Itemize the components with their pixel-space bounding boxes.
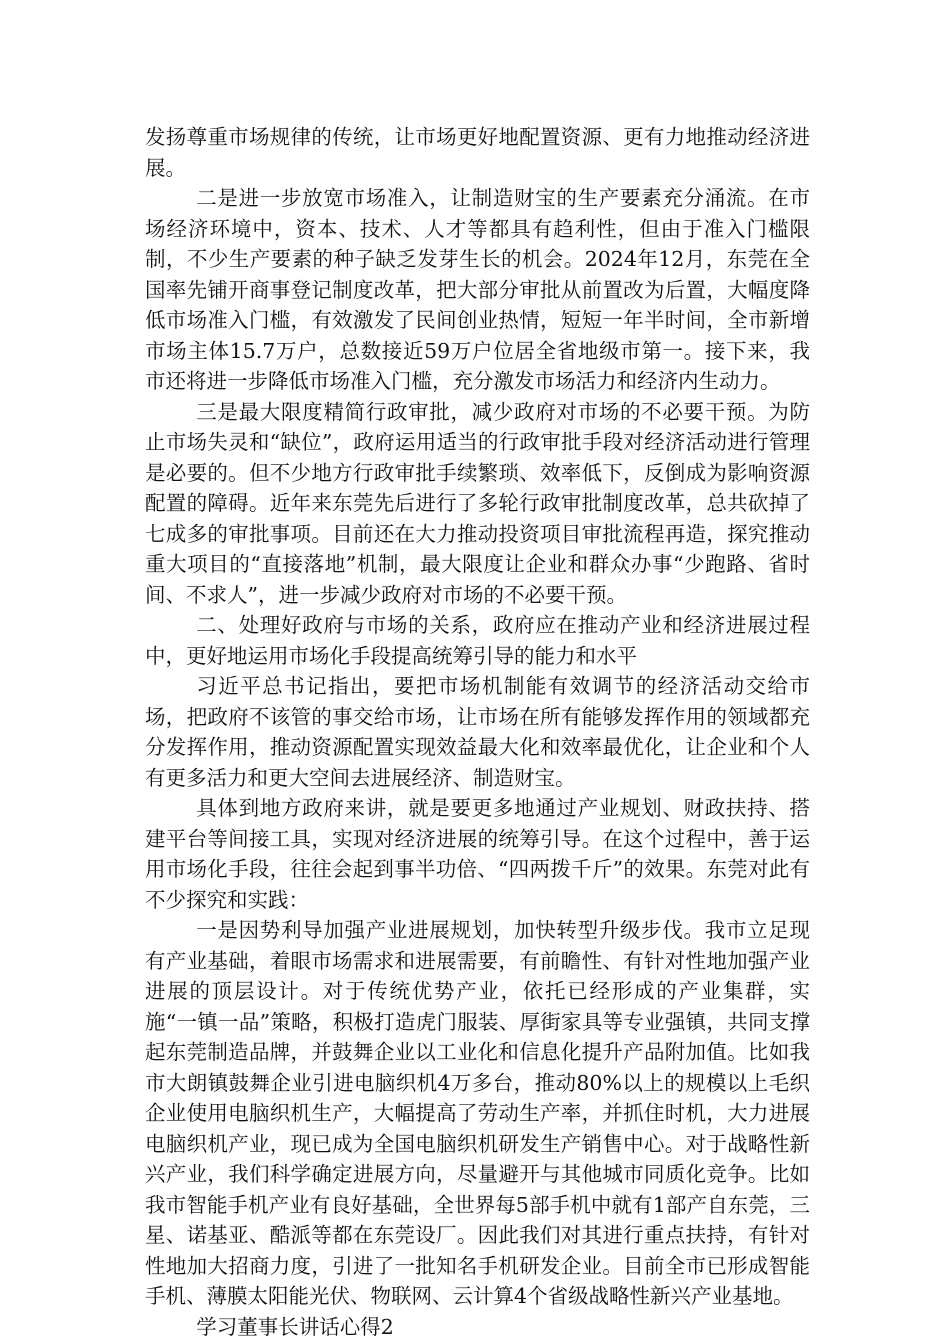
document-body <box>145 122 810 1342</box>
paragraph-5: 具体到地方政府来讲，就是要更多地通过产业规划、财政扶持、搭建平台等间接工具，实现对经济进展的统筹引导。在这个过程中，善于运用市场化手段，往往会起到事半功倍、“四两拨千斤”的效果。东莞对此有不少探究和实践： <box>145 796 810 912</box>
paragraph-3: 三是最大限度精简行政审批，减少政府对市场的不必要干预。为防止市场失灵和“缺位”，政府运用适当的行政审批手段对经济活动进行管理是必要的。但不少地方行政审批手续繁琐、效率低下，反倒成为影响资源配置的障碍。近年来东莞先后进行了多轮行政审批制度改革，总共砍掉了七成多的审批事项。目前还在大力推动投资项目审批流程再造，探究推动重大项目的“直接落地”机制，最大限度让企业和群众办事“少跑路、省时间、不求人”，进一步减少政府对市场的不必要干预。 <box>145 399 810 607</box>
paragraph-2: 二是进一步放宽市场准入，让制造财宝的生产要素充分涌流。在市场经济环境中，资本、技术、人才等都具有趋利性，但由于准入门槛限制，不少生产要素的种子缺乏发芽生长的机会。2024年12月，东莞在全国率先铺开商事登记制度改革，把大部分审批从前置改为后置，大幅度降低市场准入门槛，有效激发了民间创业热情，短短一年半时间，全市新增市场主体15.7万户，总数接近59万户位居全省地级市第一。接下来，我市还将进一步降低市场准入门槛，充分激发市场活力和经济内生动力。 <box>145 186 810 393</box>
paragraph-6: 一是因势利导加强产业进展规划，加快转型升级步伐。我市立足现有产业基础，着眼市场需求和进展需要，有前瞻性、有针对性地加强产业进展的顶层设计。对于传统优势产业，依托已经形成的产业集群，实施“一镇一品”策略，积极打造虎门服装、厚街家具等专业强镇，共同支撑起东莞制造品牌，并鼓舞企业以工业化和信息化提升产品附加值。比如我市大朗镇鼓舞企业引进电脑织机4万多台，推动80%以上的规模以上毛织企业使用电脑织机生产，大幅提高了劳动生产率，并抓住时机，大力进展电脑织机产业，现已成为全国电脑织机研发生产销售中心。对于战略性新兴产业，我们科学确定进展方向，尽量避开与其他城市同质化竞争。比如我市智能手机产业有良好基础，全世界每5部手机中就有1部产自东莞，三星、诺基亚、酷派等都在东莞设厂。因此我们对其进行重点扶持，有针对性地加大招商力度，引进了一批知名手机研发企业。目前全市已形成智能手机、薄膜太阳能光伏、物联网、云计算4个省级战略性新兴产业基地。 <box>145 918 810 1308</box>
document-title-next: 学习董事长讲话心得2 <box>196 1314 394 1339</box>
paragraph-1: 发扬尊重市场规律的传统，让市场更好地配置资源、更有力地推动经济进展。 <box>145 125 810 180</box>
paragraph-4: 习近平总书记指出，要把市场机制能有效调节的经济活动交给市场，把政府不该管的事交给市场，让市场在所有能够发挥作用的领域都充分发挥作用，推动资源配置实现效益最大化和效率最优化，让企业和个人有更多活力和更大空间去进展经济、制造财宝。 <box>145 674 810 790</box>
section-heading: 二、处理好政府与市场的关系，政府应在推动产业和经济进展过程中，更好地运用市场化手段提高统筹引导的能力和水平 <box>145 613 810 668</box>
